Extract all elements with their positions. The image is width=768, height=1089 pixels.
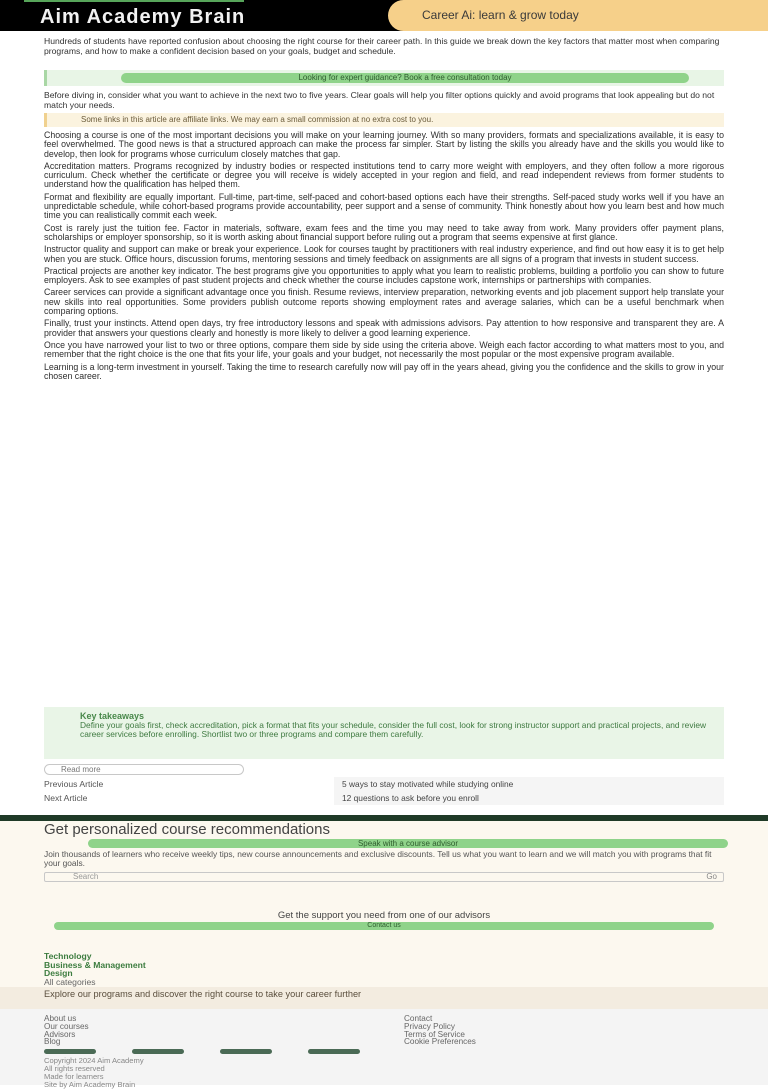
- legal-line: Site by Aim Academy Brain: [44, 1079, 136, 1089]
- category-link[interactable]: Business & Management: [44, 959, 146, 970]
- search-field[interactable]: [44, 872, 724, 882]
- note-body: Define your goals first, check accreditation, pick a format that fits your schedule, consider the full cost, look for strong instructor support and practical projects, and review career services before enrolling. Shortlist two or three programs and compare them carefully.: [80, 720, 707, 740]
- top-bar: [0, 0, 768, 31]
- promo-banner[interactable]: [388, 0, 768, 31]
- disclosure-note: Some links in this article are affiliate links. We may earn a small commission at no extra cost to you.: [44, 113, 724, 127]
- footer-link[interactable]: Blog: [44, 1037, 61, 1047]
- paragraph: Finally, trust your instincts. Attend open days, try free introductory lessons and speak with admissions advisors. Pay attention to how responsive and transparent they are. A provider that answers your questions clearly and honestly is more likely to deliver a good learning experience.: [44, 318, 724, 338]
- subscribe-section: [0, 821, 768, 951]
- article-intro: Hundreds of students have reported confusion about choosing the right course for their career path. In this guide we break down the key factors that matter most when comparing programs, and how to make a confident decision based on your goals, budget and schedule.: [44, 36, 720, 56]
- subscribe-title: Get personalized course recommendations: [44, 821, 330, 838]
- all-categories-link[interactable]: All categories: [44, 976, 96, 987]
- search-button[interactable]: Go: [706, 872, 717, 881]
- paragraph: Once you have narrowed your list to two or three options, compare them side by side using the criteria above. Weigh each factor according to what matters most to you, and remember that the right choice is the one that fits your life, your goals and your budget, not necessarily the most popular or the most expensive program available.: [44, 339, 724, 360]
- footer: [0, 1009, 768, 1089]
- category-link[interactable]: Technology: [44, 951, 92, 961]
- callout-button[interactable]: Looking for expert guidance? Book a free consultation today: [121, 73, 689, 83]
- contact-button[interactable]: Contact us: [54, 922, 714, 930]
- footer-link[interactable]: Contact: [404, 1014, 433, 1023]
- instagram-icon[interactable]: [308, 1049, 360, 1054]
- legal-text: [44, 1057, 724, 1088]
- paragraph: Cost is rarely just the tuition fee. Factor in materials, software, exam fees and the time you may need to take away from work. Many providers offer payment plans, scholarships or employer sponsorship, so it is worth asking about financial support before ruling out a program that seems expensive at first glance.: [44, 222, 724, 242]
- advisor-button[interactable]: Speak with a course advisor: [88, 839, 728, 848]
- footer-column-right: [404, 1015, 724, 1046]
- article: [0, 31, 768, 805]
- next-article-link[interactable]: 12 questions to ask before you enroll: [334, 791, 724, 805]
- key-takeaways-box: [44, 707, 724, 759]
- categories-section: [0, 951, 768, 987]
- legal-line: Copyright 2024 Aim Academy: [44, 1056, 144, 1066]
- subscribe-text: Join thousands of learners who receive weekly tips, new course announcements and exclusive discounts. Tell us what you want to learn and we will match you with programs that fit your goals.: [44, 849, 712, 869]
- promo-band: Explore our programs and discover the right course to take your career further: [0, 987, 768, 1009]
- promo-text: Career Ai: learn & grow today: [422, 8, 579, 22]
- footer-link[interactable]: Our courses: [44, 1021, 89, 1031]
- paragraph: Choosing a course is one of the most important decisions you will make on your learning journey. With so many providers, formats and specializations available, it is easy to feel overwhelmed. The good news is that a structured approach can make the process far simpler. Start by listing the skills you already have and the skills you would like to develop, then look for programs whose curriculum closely matches that gap.: [44, 130, 724, 159]
- paragraph: Format and flexibility are equally important. Full-time, part-time, self-paced and cohort-based options each have their strengths. Self-paced study works well if you have an unpredictable schedule, while cohort-based programs provide accountability, peer support and a sense of community. Think honestly about how you learn best and how much time you can realistically commit each week.: [44, 191, 724, 221]
- legal-line: All rights reserved: [44, 1063, 105, 1073]
- note-title: Key takeaways: [80, 711, 145, 721]
- footer-link[interactable]: Cookie Preferences: [404, 1037, 476, 1047]
- site-logo[interactable]: Aim Academy Brain: [40, 6, 246, 28]
- facebook-icon[interactable]: [44, 1049, 96, 1054]
- next-article-row[interactable]: [44, 791, 724, 805]
- linkedin-icon[interactable]: [132, 1049, 184, 1054]
- category-link[interactable]: Design: [44, 968, 73, 979]
- article-body: [44, 131, 724, 703]
- paragraph: Learning is a long-term investment in yourself. Taking the time to research carefully now will pay off in the years ahead, giving you the confidence and the skills to grow in your chosen career.: [44, 361, 724, 381]
- paragraph: Accreditation matters. Programs recognized by industry bodies or respected institutions tend to carry more weight with employers, and they often follow a more rigorous curriculum. Check whether the certificate or degree you will receive is widely accepted in your region and field, and read independent reviews from former students to understand how the qualification has helped them.: [44, 160, 724, 190]
- paragraph: Instructor quality and support can make or break your experience. Look for courses taught by practitioners with real industry experience, and find out how easy it is to get help when you are stuck. Office hours, discussion forums, mentoring sessions and timely feedback on assignments are all signs of a program that invests in student success.: [44, 244, 724, 264]
- previous-article-label: Previous Article: [44, 779, 104, 789]
- next-article-label: Next Article: [44, 793, 88, 803]
- paragraph: Career services can provide a significant advantage once you finish. Resume reviews, interview preparation, networking events and job placement support help translate your new skills into real opportunities. Some providers publish outcome reports showing employment rates and average salaries, which can be a useful benchmark when comparing options.: [44, 287, 724, 317]
- accent-line: [24, 0, 244, 2]
- footer-link[interactable]: Terms of Service: [404, 1029, 465, 1039]
- social-links: [44, 1049, 724, 1054]
- callout-strip: [44, 70, 724, 86]
- previous-article-link[interactable]: 5 ways to stay motivated while studying online: [334, 777, 724, 791]
- footer-link[interactable]: About us: [44, 1014, 77, 1023]
- support-line: Get the support you need from one of our advisors: [277, 910, 491, 921]
- legal-line: Made for learners: [44, 1071, 104, 1081]
- article-lead: Before diving in, consider what you want to achieve in the next two to five years. Clear goals will help you filter options quickly and avoid programs that look appealing but do not match your needs.: [44, 90, 715, 110]
- footer-link[interactable]: Advisors: [44, 1029, 76, 1039]
- footer-link[interactable]: Privacy Policy: [404, 1021, 455, 1031]
- previous-article-row[interactable]: [44, 777, 724, 791]
- paragraph: Practical projects are another key indicator. The best programs give you opportunities to apply what you learn to realistic problems, building a portfolio you can show to future employers. Ask to see examples of past student projects and check whether the course includes capstone work, internships or partnerships with companies.: [44, 265, 724, 286]
- footer-column-left: [44, 1015, 89, 1046]
- search-input[interactable]: Search: [73, 872, 99, 881]
- read-more-button[interactable]: Read more: [44, 764, 244, 775]
- twitter-icon[interactable]: [220, 1049, 272, 1054]
